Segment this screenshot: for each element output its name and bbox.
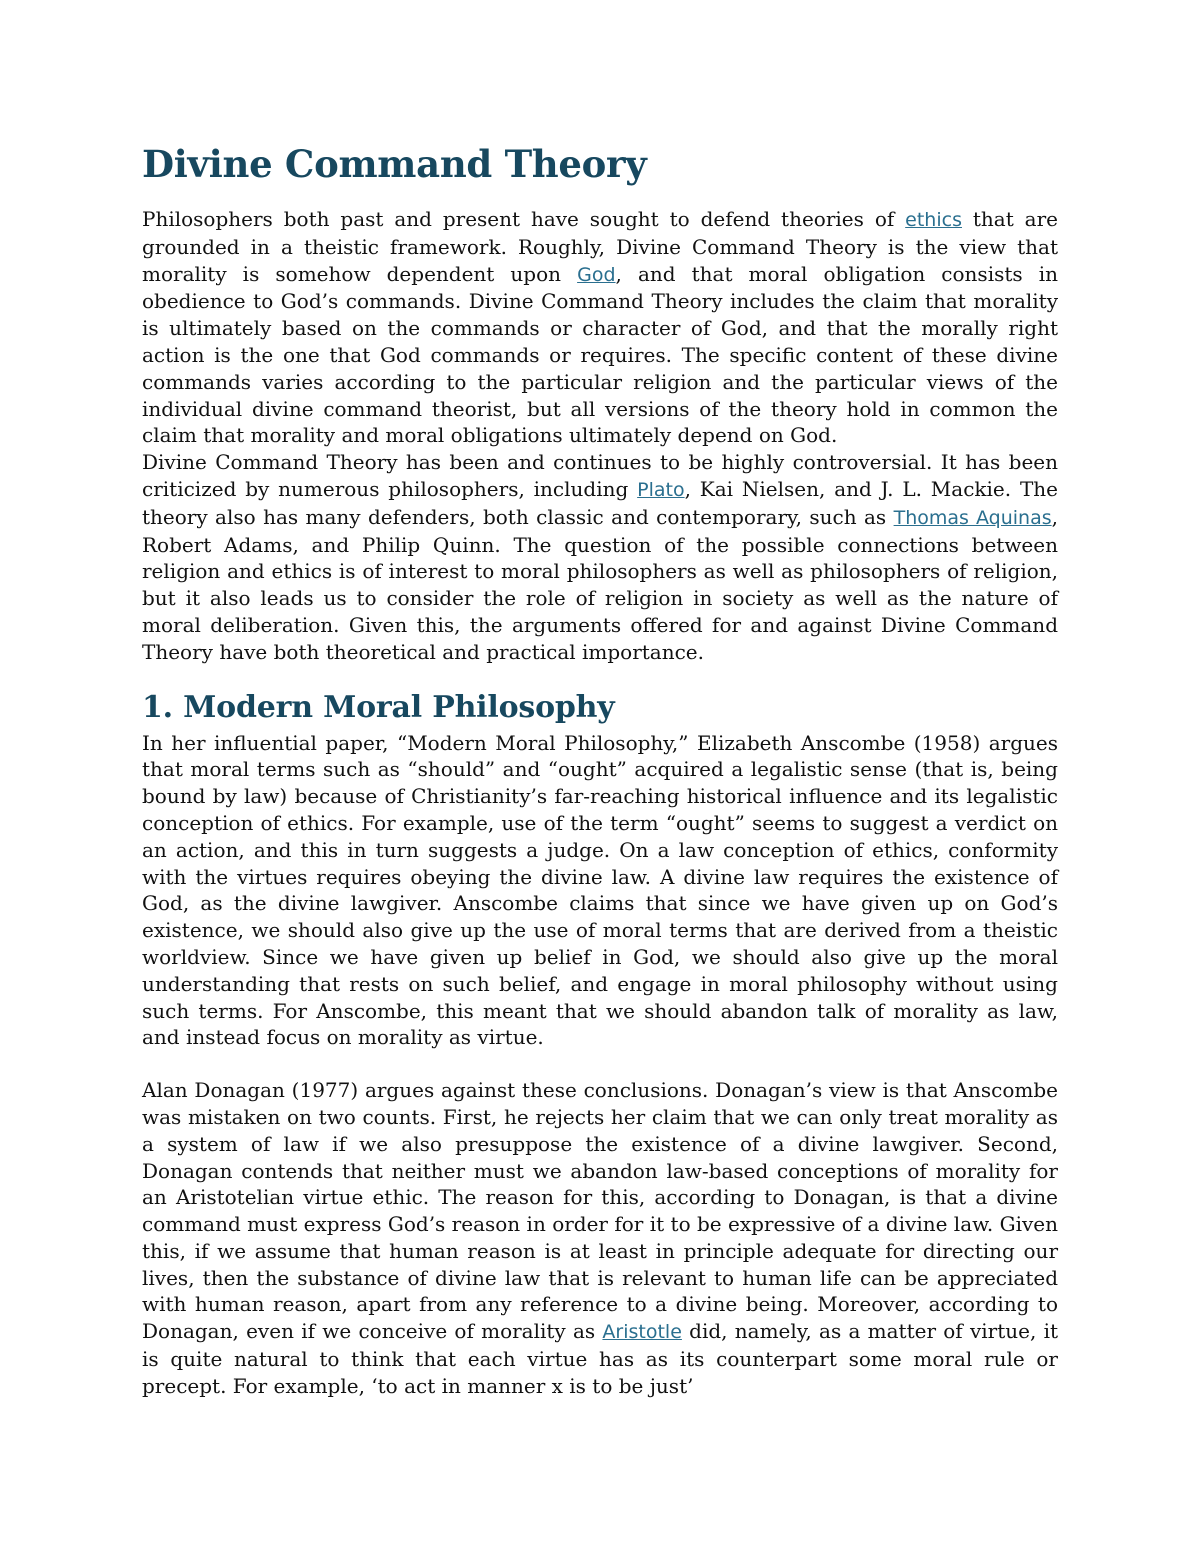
section-1-paragraph-2 (142, 1077, 1058, 1400)
intro-p2-text-a: Divine Command Theory has been and continues to be highly controversial. It has been criticized by numerous philosophers, including (142, 450, 1058, 501)
thomas-aquinas-link[interactable]: Thomas Aquinas (893, 506, 1052, 529)
plato-link[interactable]: Plato (637, 478, 685, 501)
intro-p1-text-b: that are grounded in a theistic framework. Roughly, Divine Command Theory is the view that morality is somehow dependent upon (142, 207, 1058, 286)
aristotle-link[interactable]: Aristotle (602, 1321, 682, 1344)
intro-p1-text-c: , and that moral obligation consists in obedience to God’s commands. Divine Command Theory includes the claim that morality is ultimately based on the commands or character of God, and that the morally right action is the one that God commands or requires. The specific content of these divine commands varies according to the particular religion and the particular views of the individual divine command theorist, but all versions of the theory hold in common the claim that morality and moral obligations ultimately depend on God. (142, 261, 1058, 448)
s1-p2-text-a: Alan Donagan (1977) argues against these conclusions. Donagan’s view is that Anscombe was mistaken on two counts. First, he rejects her claim that we can only treat morality as a system of law if we also presuppose the existence of a divine lawgiver. Second, Donagan contends that neither must we abandon law-based conceptions of morality for an Aristotelian virtue ethic. The reason for this, according to Donagan, is that a divine command must express God’s reason in order for it to be expressive of a divine law. Given this, if we assume that human reason is at least in principle adequate for directing our lives, then the substance of divine law that is relevant to human life can be appreciated with human reason, apart from any reference to a divine being. Moreover, according to Donagan, even if we conceive of morality as (142, 1078, 1058, 1344)
page-title: Divine Command Theory (142, 142, 647, 186)
intro-p2-text-c: , Robert Adams, and Philip Quinn. The question of the possible connections between religion and ethics is of interest to moral philosophers as well as philosophers of religion, but it also leads us to consider the role of religion in society as well as the nature of moral deliberation. Given this, the arguments offered for and against Divine Command Theory have both theoretical and practical importance. (142, 504, 1058, 664)
intro-paragraph-2 (142, 449, 1058, 665)
section-1-paragraph-1: In her influential paper, “Modern Moral Philosophy,” Elizabeth Anscombe (1958) argues that moral terms such as “should” and “ought” acquired a legalistic sense (that is, being bound by law) because of Christianity’s far-reaching historical influence and its legalistic conception of ethics. For example, use of the term “ought” seems to suggest a verdict on an action, and this in turn suggests a judge. On a law conception of ethics, conformity with the virtues requires obeying the divine law. A divine law requires the existence of God, as the divine lawgiver. Anscombe claims that since we have given up on God’s existence, we should also give up the use of moral terms that are derived from a theistic worldview. Since we have given up belief in God, we should also give up the moral understanding that rests on such belief, and engage in moral philosophy without using such terms. For Anscombe, this meant that we should abandon talk of morality as law, and instead focus on morality as virtue. (142, 730, 1058, 1050)
document-page (142, 140, 1058, 1400)
god-link[interactable]: God (577, 263, 616, 286)
intro-paragraph-1 (142, 206, 1058, 449)
s1-p2-text-b: did, namely, as a matter of virtue, it is quite natural to think that each virtue has as its counterpart some moral rule or precept. For example, ‘to act in manner x is to be just’ (142, 1319, 1058, 1398)
intro-p2-text-b: , Kai Nielsen, and J. L. Mackie. The theory also has many defenders, both classic and contemporary, such as (142, 476, 1058, 529)
ethics-link[interactable]: ethics (905, 209, 962, 231)
section-1-heading: 1. Modern Moral Philosophy (142, 689, 615, 725)
intro-p1-text-a: Philosophers both past and present have sought to defend theories of (142, 207, 906, 231)
